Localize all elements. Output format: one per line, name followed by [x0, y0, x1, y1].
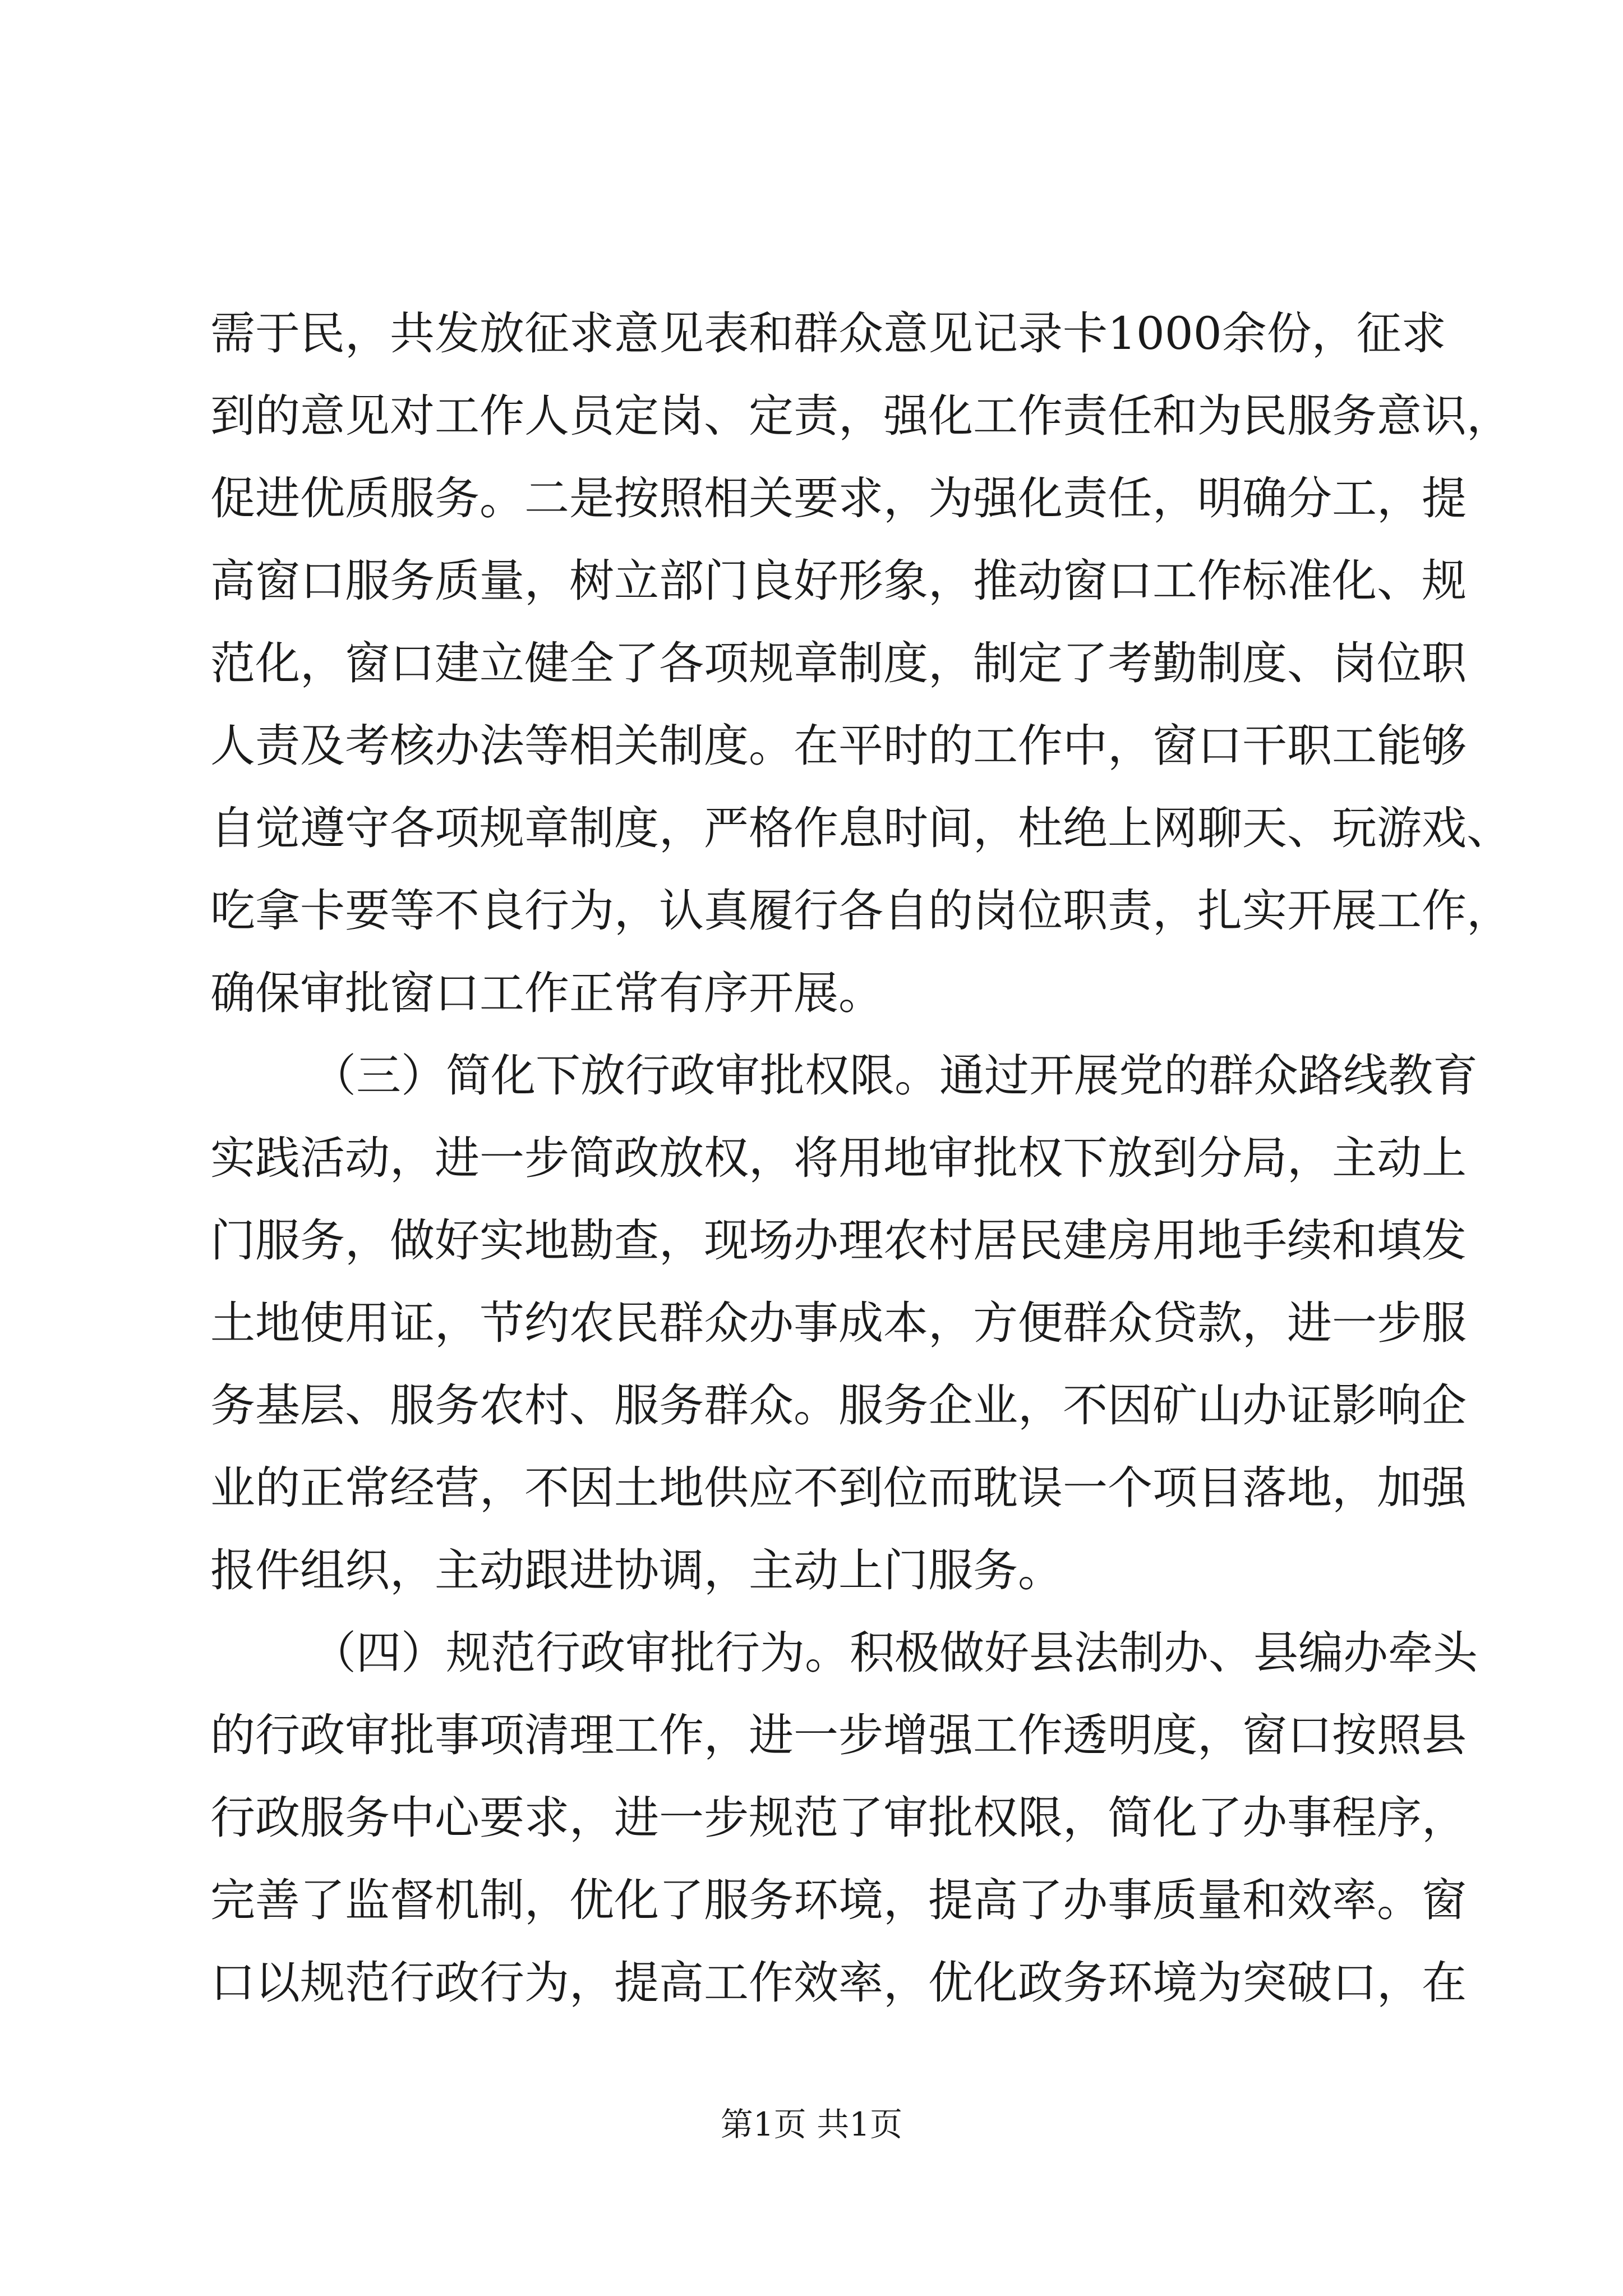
text-line-14: 务基层、服务农村、服务群众。服务企业，不因矿山办证影响企	[210, 1379, 1467, 1432]
text-line-21: 口以规范行政行为，提高工作效率，优化政务环境为突破口，在	[210, 1957, 1467, 2009]
text-line-18: 的行政审批事项清理工作，进一步增强工作透明度，窗口按照县	[210, 1709, 1467, 1761]
text-line-15: 业的正常经营，不因土地供应不到位而耽误一个项目落地，加强	[210, 1462, 1467, 1514]
text-line-2: 到的意见对工作人员定岗、定责，强化工作责任和为民服务意识，	[210, 390, 1511, 442]
text-line-8: 吃拿卡要等不良行为，认真履行各自的岗位职责，扎实开展工作，	[210, 885, 1511, 937]
text-line-13: 土地使用证，节约农民群众办事成本，方便群众贷款，进一步服	[210, 1297, 1467, 1349]
text-line-11: 实践活动，进一步简政放权，将用地审批权下放到分局，主动上	[210, 1132, 1467, 1184]
text-line-9: 确保审批窗口工作正常有序开展。	[210, 967, 883, 1019]
text-line-19: 行政服务中心要求，进一步规范了审批权限，简化了办事程序，	[210, 1792, 1467, 1844]
page-footer: 第1页 共1页	[720, 2105, 903, 2143]
text-line-6: 人责及考核办法等相关制度。在平时的工作中，窗口干职工能够	[210, 720, 1467, 772]
section-heading-3: （三）简化下放行政审批权限。通过开展党的群众路线教育	[311, 1050, 1478, 1102]
text-line-3: 促进优质服务。二是按照相关要求，为强化责任，明确分工，提	[210, 472, 1467, 524]
text-line-20: 完善了监督机制，优化了服务环境，提高了办事质量和效率。窗	[210, 1874, 1467, 1926]
text-line-7: 自觉遵守各项规章制度，严格作息时间，杜绝上网聊天、玩游戏、	[210, 802, 1511, 854]
text-line-1: 需于民，共发放征求意见表和群众意见记录卡1000余份，征求	[210, 307, 1446, 360]
section-heading-4: （四）规范行政审批行为。积极做好县法制办、县编办牵头	[311, 1627, 1478, 1679]
text-line-4: 高窗口服务质量，树立部门良好形象，推动窗口工作标准化、规	[210, 555, 1467, 607]
text-line-5: 范化，窗口建立健全了各项规章制度，制定了考勤制度、岗位职	[210, 637, 1467, 689]
text-line-12: 门服务，做好实地勘查，现场办理农村居民建房用地手续和填发	[210, 1214, 1467, 1267]
text-line-16: 报件组织，主动跟进协调，主动上门服务。	[210, 1544, 1063, 1596]
